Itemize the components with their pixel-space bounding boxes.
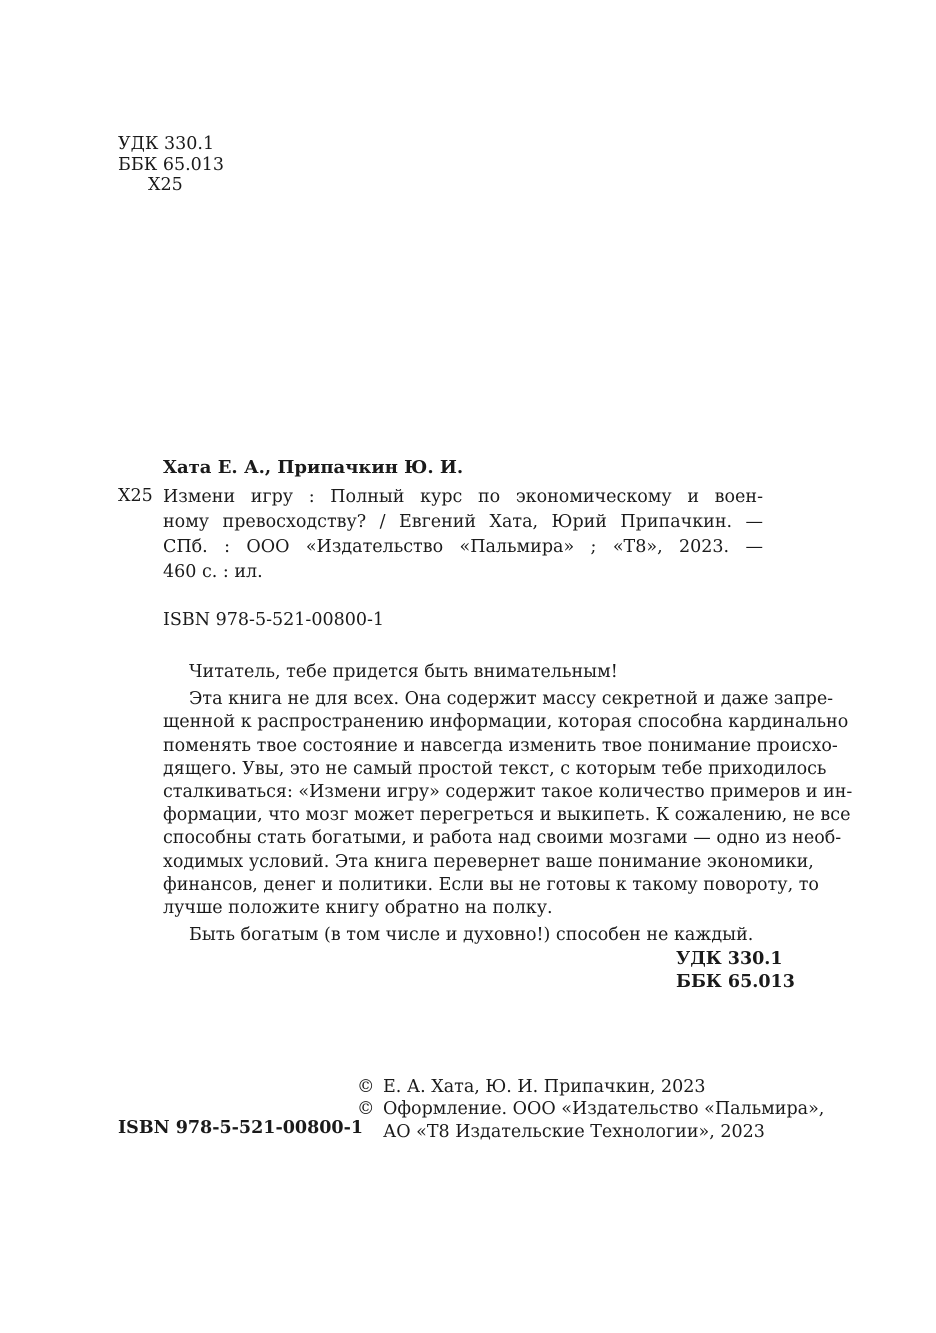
annotation [163,661,853,947]
author-sign: Х25 [148,175,183,195]
bottom-isbn: ISBN 978-5-521-00800-1 [118,1118,364,1138]
entry-authors: Хата Е. А., Припачкин Ю. И. [163,457,464,478]
annotation-line: ходимых условий. Эта книга перевернет ваше понимание экономики, [163,851,814,872]
entry-author-sign: Х25 [118,486,153,506]
udk-code: УДК 330.1 [676,949,783,969]
annotation-line: формации, что мозг может перегреться и выкипеть. К сожалению, не все [163,805,851,826]
bbk-code: ББК 65.013 [676,972,795,992]
description-line: ному превосходству? / Евгений Хата, Юрий Припачкин. — [163,512,763,532]
annotation-line: поменять твое состояние и навсегда изменить твое понимание происхо- [163,735,838,756]
annotation-line: способны стать богатыми, и работа над своими мозгами — одно из необ- [163,828,842,849]
annotation-line: дящего. Увы, это не самый простой текст, с которым тебе приходилось [163,758,827,779]
copyright-block [357,1076,824,1143]
copyright-symbol: © [357,1099,375,1120]
annotation-closing: Быть богатым (в том числе и духовно!) способен не каждый. [189,925,754,946]
annotation-line: сталкиваться: «Измени игру» содержит такое количество примеров и ин- [163,782,853,803]
copyright-line: АО «Т8 Издательские Технологии», 2023 [383,1121,765,1142]
entry-isbn: ISBN 978-5-521-00800-1 [163,610,385,630]
copyright-line: © Оформление. ООО «Издательство «Пальмира», [357,1099,825,1120]
annotation-line: Эта книга не для всех. Она содержит массу секретной и даже запре- [189,689,834,710]
description-line: Измени игру : Полный курс по экономическому и воен- [163,487,763,507]
description-line: 460 с. : ил. [163,562,263,582]
annotation-intro: Читатель, тебе придется быть внимательным! [189,662,618,682]
description-line: СПб. : ООО «Издательство «Пальмира» ; «Т8», 2023. — [163,537,763,557]
bbk-code: ББК 65.013 [118,154,225,175]
annotation-line: щенной к распространению информации, которая способна кардинально [163,712,849,733]
top-classification-codes [118,134,224,196]
bibliographic-description [163,485,763,585]
bottom-classification-codes [676,948,795,994]
copyright-symbol: © [357,1077,375,1097]
annotation-line: лучше положите книгу обратно на полку. [163,898,553,919]
copyright-line: © Е. А. Хата, Ю. И. Припачкин, 2023 [357,1077,706,1097]
udk-code: УДК 330.1 [118,134,215,154]
annotation-line: финансов, денег и политики. Если вы не готовы к такому повороту, то [163,874,819,895]
